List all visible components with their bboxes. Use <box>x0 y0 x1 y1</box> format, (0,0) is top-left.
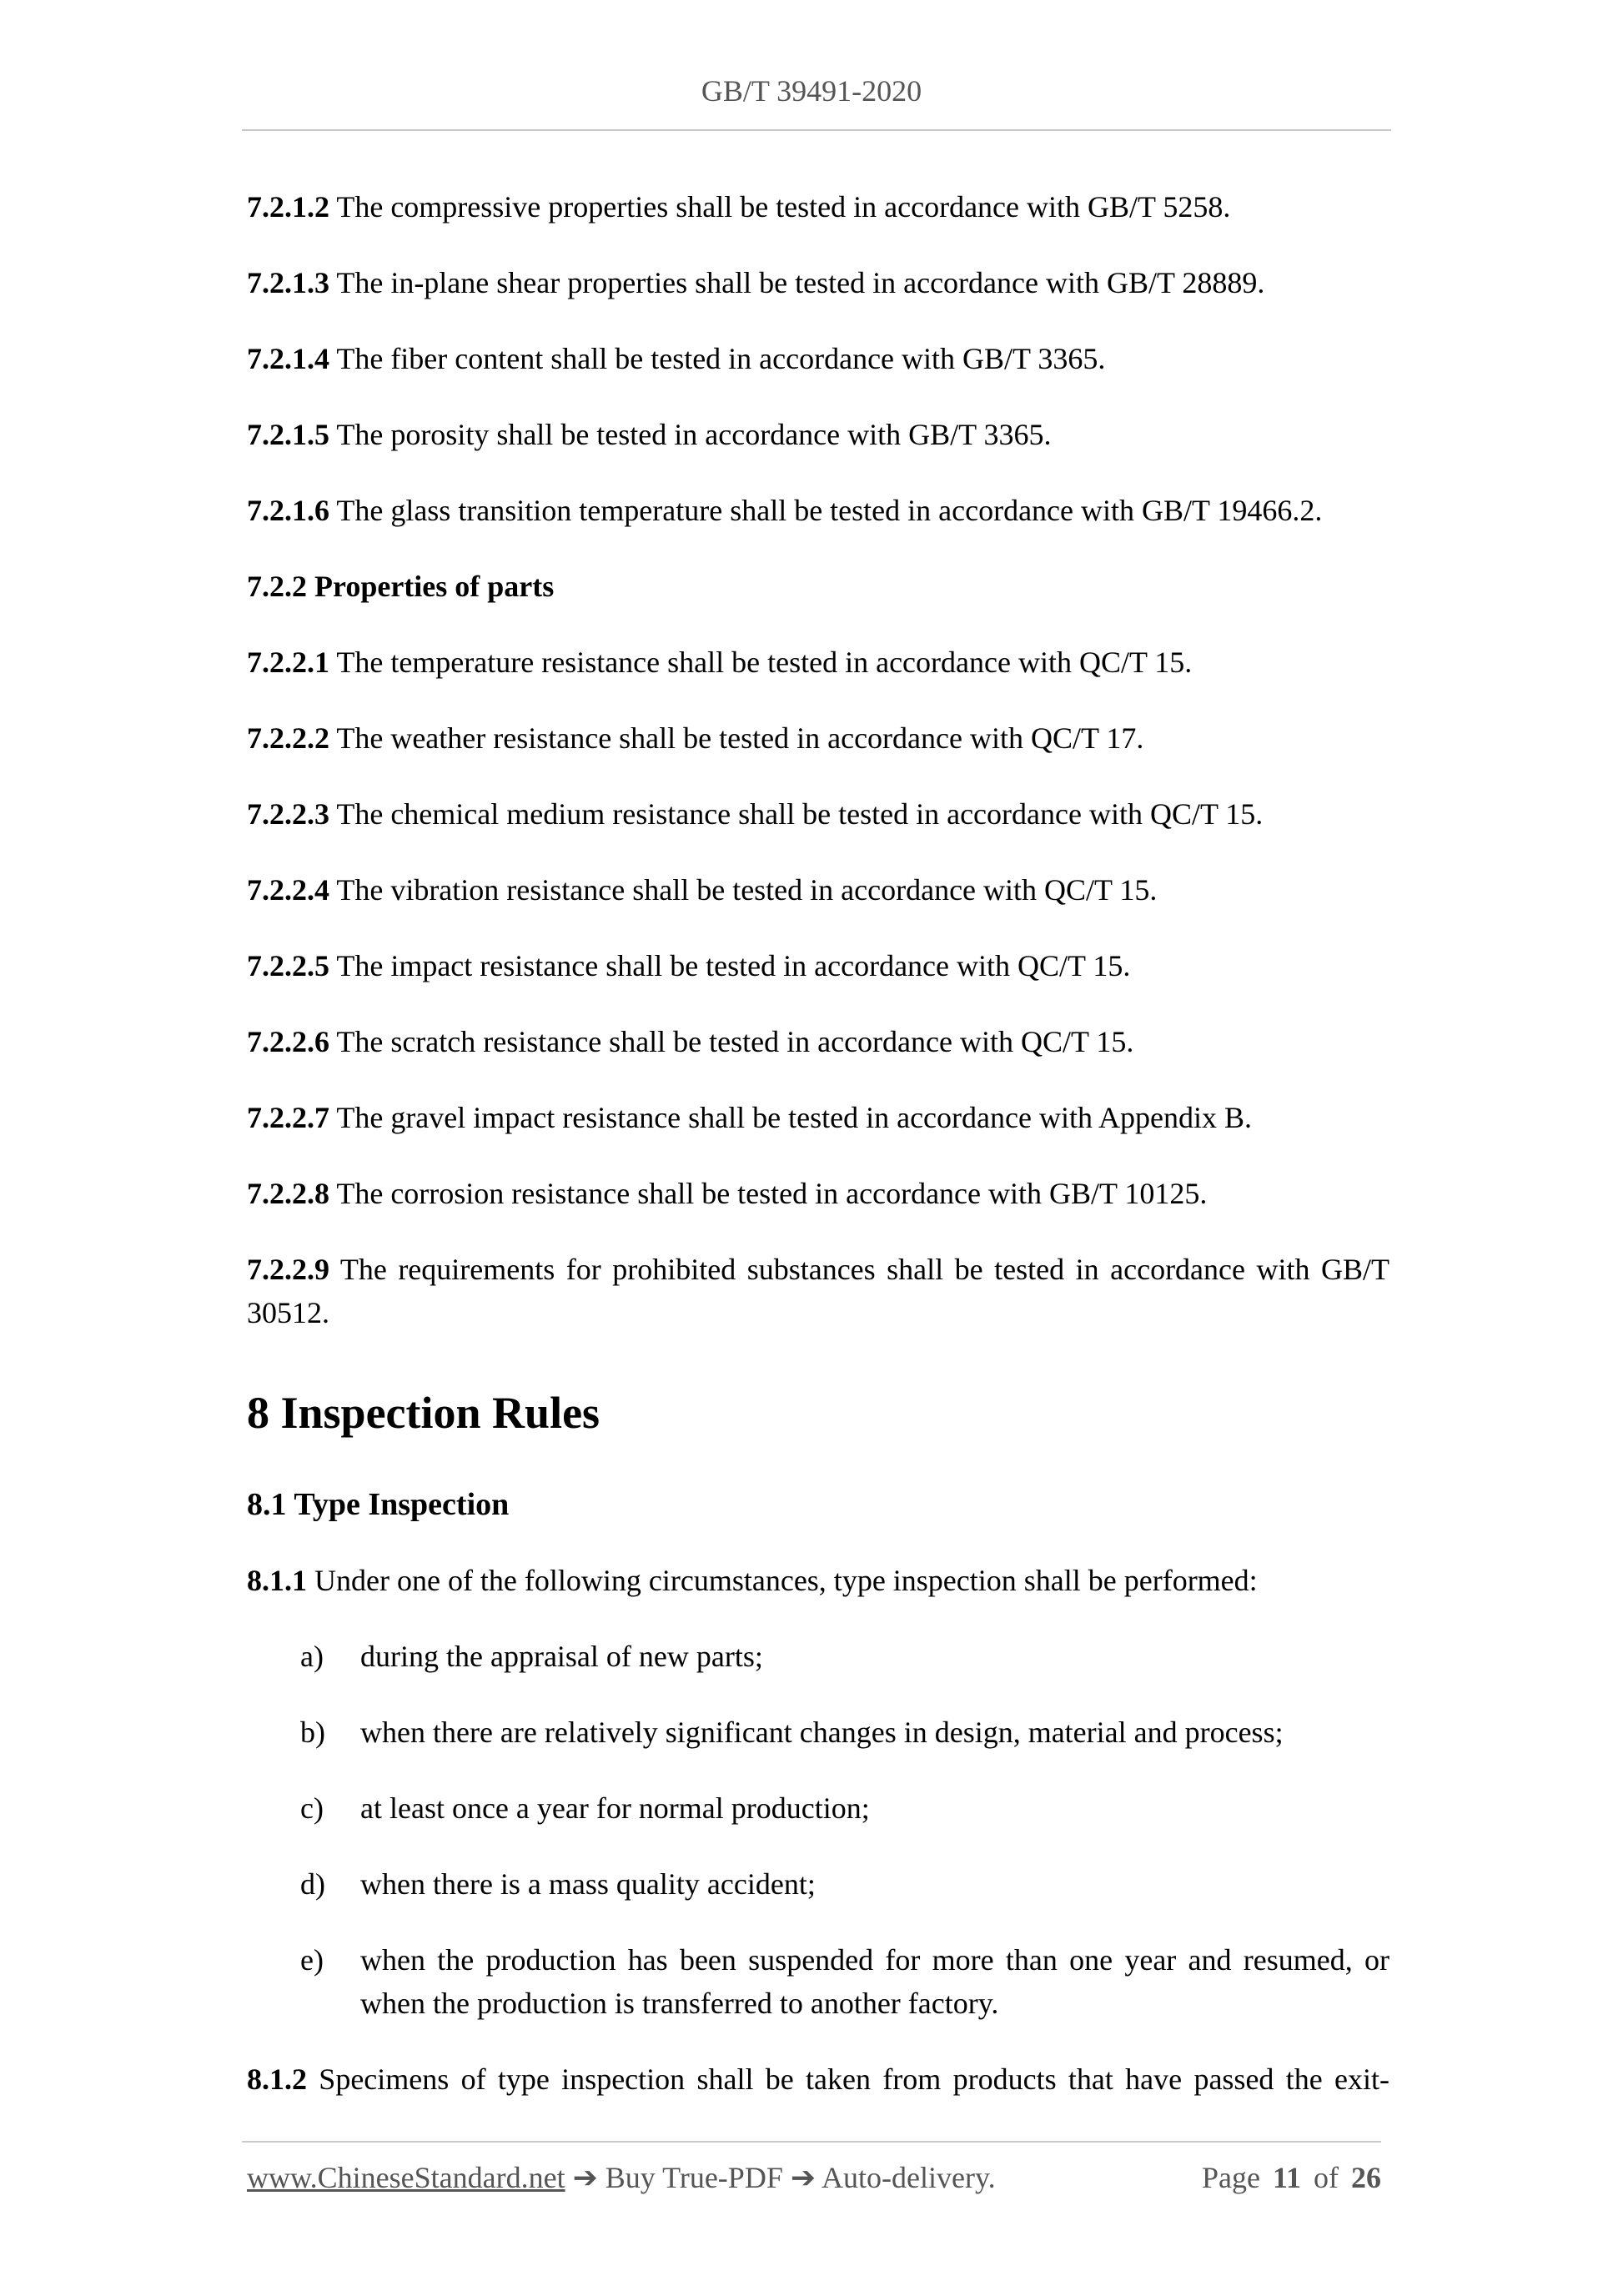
list-marker: d) <box>300 1867 325 1901</box>
list-marker: b) <box>300 1716 325 1749</box>
footer-promo <box>247 2160 996 2195</box>
clause-7-2-2-4 <box>247 868 1389 912</box>
clause-7-2-2-8 <box>247 1172 1389 1215</box>
clause-7-2-2-5 <box>247 944 1389 987</box>
clause-number: 7.2.2.9 <box>247 1253 329 1286</box>
clause-7-2-2-6 <box>247 1020 1389 1063</box>
list-item <box>247 1635 1389 1678</box>
clause-number: 7.2.2.8 <box>247 1177 329 1210</box>
clause-7-2-2-3 <box>247 792 1389 836</box>
clause-number: 8.1.1 <box>247 1564 307 1597</box>
clause-number: 7.2.2.1 <box>247 646 329 679</box>
clause-number: 7.2.2.5 <box>247 949 329 982</box>
clause-8-1-2 <box>247 2057 1389 2101</box>
clause-number: 7.2.2.7 <box>247 1101 329 1134</box>
clause-number: 7.2.2.2 <box>247 721 329 755</box>
clause-7-2-1-5 <box>247 413 1389 456</box>
clause-7-2-1-2 <box>247 185 1389 229</box>
clause-text: Specimens of type inspection shall be taken from products that have passed the exit- <box>307 2062 1389 2096</box>
clause-text: The corrosion resistance shall be tested in accordance with GB/T 10125. <box>329 1177 1208 1210</box>
clause-7-2-1-3 <box>247 261 1389 304</box>
page-label: Page <box>1202 2161 1260 2194</box>
clause-text: The porosity shall be tested in accordance with GB/T 3365. <box>329 418 1052 451</box>
clause-number: 7.2.2.3 <box>247 797 329 831</box>
list-item-text: during the appraisal of new parts; <box>360 1640 763 1673</box>
clause-number: 7.2.1.2 <box>247 190 329 224</box>
clause-number: 7.2.1.5 <box>247 418 329 451</box>
clause-text: The scratch resistance shall be tested in accordance with QC/T 15. <box>329 1025 1134 1058</box>
clause-number: 7.2.2.6 <box>247 1025 329 1058</box>
list-marker: e) <box>300 1943 324 1977</box>
clause-text: The in-plane shear properties shall be tested in accordance with GB/T 28889. <box>329 266 1265 299</box>
clause-number: 7.2.1.4 <box>247 342 329 375</box>
subsection-heading-7-2-2: 7.2.2 Properties of parts <box>247 570 555 603</box>
clause-text: The vibration resistance shall be tested in accordance with QC/T 15. <box>329 873 1158 907</box>
footer-promo-text: ➔ Buy True-PDF ➔ Auto-delivery. <box>565 2161 996 2194</box>
clause-text: The glass transition temperature shall be tested in accordance with GB/T 19466.2. <box>329 494 1323 527</box>
list-item-text: when there is a mass quality accident; <box>360 1867 816 1901</box>
section-heading-8-1: 8.1 Type Inspection <box>247 1487 510 1522</box>
clause-number: 8.1.2 <box>247 2062 307 2096</box>
clause-text: The fiber content shall be tested in accordance with GB/T 3365. <box>329 342 1106 375</box>
list-item <box>247 1862 1389 1906</box>
header-divider <box>242 129 1391 131</box>
clause-7-2-2-2 <box>247 716 1389 760</box>
clause-number: 7.2.1.6 <box>247 494 329 527</box>
clause-text: The compressive properties shall be tested in accordance with GB/T 5258. <box>329 190 1231 224</box>
page-total: 26 <box>1351 2161 1381 2194</box>
clause-text: The weather resistance shall be tested in accordance with QC/T 17. <box>329 721 1144 755</box>
list-item-text: when the production has been suspended for more than one year and resumed, or when the production is transferred to another factory. <box>360 1943 1389 2020</box>
clause-text: The chemical medium resistance shall be tested in accordance with QC/T 15. <box>329 797 1264 831</box>
clause-7-2-1-4 <box>247 337 1389 380</box>
page-indicator <box>1197 2160 1381 2195</box>
of-label: of <box>1314 2161 1339 2194</box>
clause-text: The requirements for prohibited substances shall be tested in accordance with GB/T 30512. <box>247 1253 1389 1329</box>
page-body <box>247 185 1389 2133</box>
website-link[interactable]: www.ChineseStandard.net <box>247 2161 565 2194</box>
list-item <box>247 1711 1389 1754</box>
list-marker: c) <box>300 1791 324 1825</box>
clause-7-2-2-1 <box>247 641 1389 684</box>
clause-7-2-2-9 <box>247 1248 1389 1334</box>
list-item <box>247 1786 1389 1830</box>
list-item-text: when there are relatively significant changes in design, material and process; <box>360 1716 1284 1749</box>
running-header: GB/T 39491-2020 <box>701 74 922 108</box>
list-item-text: at least once a year for normal production; <box>360 1791 870 1825</box>
clause-8-1-1 <box>247 1559 1389 1602</box>
footer-divider <box>242 2141 1381 2143</box>
clause-7-2-2-7 <box>247 1096 1389 1139</box>
clause-7-2-1-6 <box>247 489 1389 532</box>
clause-text: The gravel impact resistance shall be tested in accordance with Appendix B. <box>329 1101 1252 1134</box>
list-marker: a) <box>300 1640 324 1673</box>
page-number: 11 <box>1272 2161 1301 2194</box>
list-item <box>247 1938 1389 2025</box>
clause-text: The impact resistance shall be tested in accordance with QC/T 15. <box>329 949 1131 982</box>
page-footer <box>247 2160 1381 2195</box>
clause-number: 7.2.2.4 <box>247 873 329 907</box>
clause-text: The temperature resistance shall be tested in accordance with QC/T 15. <box>329 646 1193 679</box>
clause-text: Under one of the following circumstances, type inspection shall be performed: <box>307 1564 1258 1597</box>
clause-number: 7.2.1.3 <box>247 266 329 299</box>
chapter-heading-8: 8 Inspection Rules <box>247 1388 600 1438</box>
